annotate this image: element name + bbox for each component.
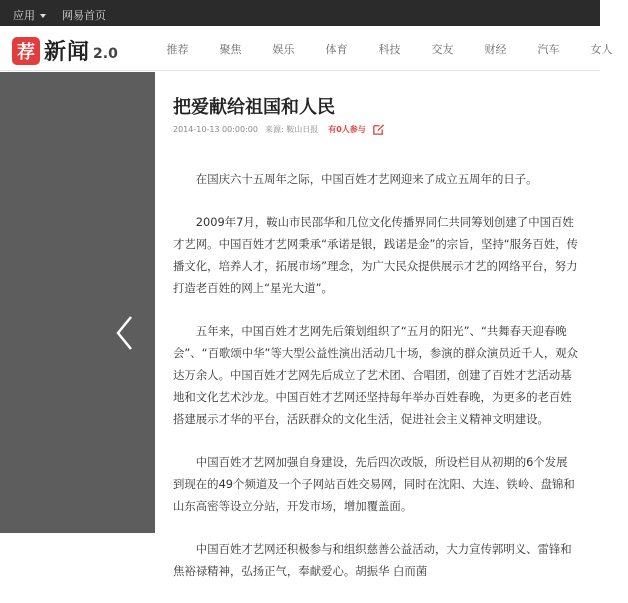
paragraph: 中国百姓才艺网还积极参与和组织慈善公益活动，大力宣传郭明义、雷锋和焦裕禄精神，弘扬正气，奉献爱心。胡振华 白而菌 xyxy=(173,542,572,578)
edit-icon[interactable] xyxy=(372,123,385,136)
logo-mark: 荐 xyxy=(12,37,40,65)
paragraph: 五年来，中国百姓才艺网先后策划组织了“五月的阳光”、“共舞春天迎春晚会”、“百歌颂中华”等大型公益性演出活动几十场，参演的群众演员近千人，观众达万余人。中国百姓才艺网先后成立了艺术团、合唱团，创建了百姓才艺活动基地和文化艺术沙龙。中国百姓才艺网还坚持每年举办百姓春晚，为更多的老百姓搭建展示才华的平台，活跃群众的文化生活，促进社会主义精神文明建设。 xyxy=(173,324,578,426)
logo-version: 2.0 xyxy=(93,45,118,62)
top-bar xyxy=(0,0,600,26)
chevron-left-icon[interactable] xyxy=(113,313,137,353)
paragraph: 2009年7月，鞍山市民邵华和几位文化传播界同仁共同筹划创建了中国百姓才艺网。中国百姓才艺网秉承“承诺是银，践诺是金”的宗旨，坚持“服务百姓，传播文化，培养人才，拓展市场”理念，为广大民众提供展示才艺的网络平台，努力打造老百姓的网上“星光大道”。 xyxy=(173,215,578,295)
nav-item-tech[interactable]: 科技 xyxy=(378,43,401,56)
article-source: 来源: 鞍山日报 xyxy=(264,125,319,134)
caret-down-icon xyxy=(40,14,46,18)
apps-menu-label: 应用 xyxy=(13,9,35,22)
nav-item-sports[interactable]: 体育 xyxy=(325,43,348,56)
logo[interactable] xyxy=(12,35,118,66)
nav-item-focus[interactable]: 聚焦 xyxy=(219,43,242,56)
nav-item-dating[interactable]: 交友 xyxy=(431,43,454,56)
nav-item-women[interactable]: 女人 xyxy=(590,43,613,56)
nav-item-auto[interactable]: 汽车 xyxy=(537,43,560,56)
apps-menu[interactable] xyxy=(13,7,46,23)
nav-item-entertainment[interactable]: 娱乐 xyxy=(272,43,295,56)
paragraph: 在国庆六十五周年之际，中国百姓才艺网迎来了成立五周年的日子。 xyxy=(195,172,538,186)
left-panel xyxy=(0,72,155,533)
channel-nav xyxy=(151,26,628,71)
logo-text: 新闻 xyxy=(44,40,91,65)
article xyxy=(155,72,600,578)
article-meta xyxy=(173,123,385,136)
netease-home-link[interactable]: 网易首页 xyxy=(62,9,106,22)
nav-item-recommend[interactable]: 推荐 xyxy=(166,43,189,56)
nav-item-finance[interactable]: 财经 xyxy=(484,43,507,56)
publish-date: 2014-10-13 00:00:00 xyxy=(173,125,258,134)
article-body xyxy=(173,168,578,603)
paragraph: 中国百姓才艺网加强自身建设，先后四次改版，所设栏目从初期的6个发展到现在的49个频道及一个子网站百姓交易网，同时在沈阳、大连、铁岭、盘锦和山东高密等设立分站，开发市场，增加覆盖面。 xyxy=(173,455,575,513)
comment-count-link[interactable]: 有0人参与 xyxy=(328,125,366,134)
site-header xyxy=(0,26,613,71)
article-title: 把爱献给祖国和人民 xyxy=(173,97,335,118)
